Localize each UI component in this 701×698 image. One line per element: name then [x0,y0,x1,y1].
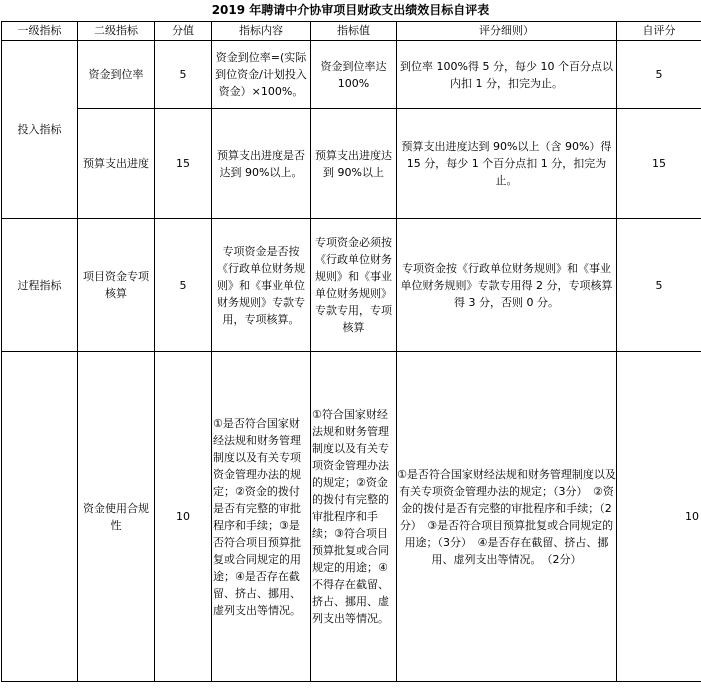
value-cell: 专项资金必须按《行政单位财务规则》和《事业单位财务规则》专款专用，专项核算 [311,219,397,352]
rule-cell: 到位率 100%得 5 分，每少 10 个百分点以内扣 1 分，扣完为止。 [397,41,617,109]
self-score-cell: 10 [617,352,701,682]
content-cell: 专项资金是否按《行政单位财务规则》和《事业单位财务规则》专款专用，专项核算。 [212,219,311,352]
level1-cell: 投入指标 [2,41,78,219]
score-cell: 10 [155,352,212,682]
score-cell: 5 [155,41,212,109]
header-content: 指标内容 [212,22,311,41]
content-cell: 预算支出进度是否达到 90%以上。 [212,109,311,219]
score-cell: 5 [155,219,212,352]
score-cell: 15 [155,109,212,219]
level1-cell [2,352,78,682]
rule-cell: ①是否符合国家财经法规和财务管理制度以及有关专项资金管理办法的规定；（3分） ②资金的拨付是否有完整的审批程序和手续；（2分） ③是否符合项目预算批复或合同规定的用途；（3分） ④是否存在截留、挤占、挪用、虚列支出等情况。 （2分） [397,352,617,682]
value-cell: ①符合国家财经法规和财务管理制度以及有关专项资金管理办法的规定；②资金的拨付有完整的审批程序和手续；③符合项目预算批复或合同规定的用途；④不得存在截留、挤占、挪用、虚列支出等情况。 [311,352,397,682]
level2-cell: 项目资金专项核算 [78,219,155,352]
self-score-cell: 5 [617,41,701,109]
level2-cell: 预算支出进度 [78,109,155,219]
header-rule: 评分细则） [397,22,617,41]
rule-cell: 专项资金按《行政单位财务规则》和《事业单位财务规则》专款专用得 2 分，专项核算得 3 分，否则 0 分。 [397,219,617,352]
level2-cell: 资金到位率 [78,41,155,109]
value-cell: 资金到位率达100% [311,41,397,109]
header-row [2,22,701,41]
content-cell: ①是否符合国家财经法规和财务管理制度以及有关专项资金管理办法的规定；②资金的拨付是否有完整的审批程序和手续；③是否符合项目预算批复或合同规定的用途；④是否存在截留、挤占、挪用、虚列支出等情况。 [212,352,311,682]
header-self-score: 自评分 [617,22,701,41]
table-row [2,41,701,109]
table-row [2,109,701,219]
header-level1: 一级指标 [2,22,78,41]
header-score: 分值 [155,22,212,41]
level1-cell: 过程指标 [2,219,78,352]
content-cell: 资金到位率=(实际到位资金/计划投入资金）×100%。 [212,41,311,109]
table-row [2,219,701,352]
value-cell: 预算支出进度达到 90%以上 [311,109,397,219]
self-score-cell: 5 [617,219,701,352]
header-level2: 二级指标 [78,22,155,41]
header-value: 指标值 [311,22,397,41]
rule-cell: 预算支出进度达到 90%以上（含 90%）得 15 分，每少 1 个百分点扣 1 分，扣完为止。 [397,109,617,219]
table-row [2,352,701,682]
evaluation-table [1,21,701,682]
page-title: 2019 年聘请中介协审项目财政支出绩效目标自评表 [211,3,490,17]
self-score-cell: 15 [617,109,701,219]
level2-cell: 资金使用合规性 [78,352,155,682]
